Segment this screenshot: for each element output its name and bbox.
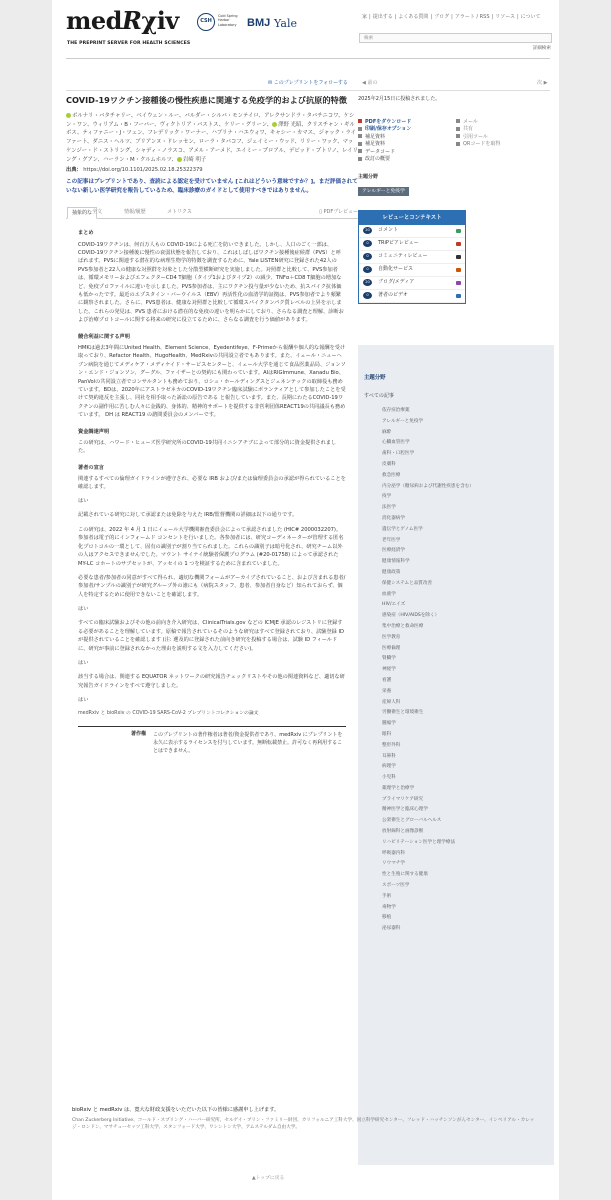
subject-area-link[interactable]: プライマリケア研究	[382, 796, 424, 802]
posted-date: 2025年2月15日に投稿されました。	[358, 96, 441, 102]
top-nav-item[interactable]: リソース	[495, 14, 515, 20]
author-separator: 、	[337, 139, 343, 146]
orcid-icon[interactable]	[177, 157, 182, 162]
subject-area-link[interactable]: 感染症（HIV/AIDSを除く）	[382, 613, 440, 619]
author-name[interactable]: シャディ・ノラスコ	[135, 148, 183, 155]
review-row[interactable]	[359, 264, 465, 277]
search-input[interactable]: 検索	[359, 33, 552, 43]
author-separator: 、	[87, 121, 93, 128]
declaration-equator: 該当する場合は、関連する EQUATOR ネットワークの研究報告チェックリストやその他の関連資料など、適切な研究報告ガイドラインをすべて遵守しました。	[78, 674, 345, 689]
subject-area-link[interactable]: リウマチ学	[382, 861, 405, 867]
sidebar-action-label: QRコードを取得	[463, 141, 501, 148]
author-name[interactable]: エイミー・プロアル	[235, 148, 284, 155]
subject-area-link[interactable]: 病理学	[382, 764, 396, 770]
copyright-label: 著作権	[130, 731, 146, 738]
author-separator: 、	[182, 148, 189, 155]
article-tabs	[66, 208, 358, 219]
subject-area-link[interactable]: 歯科・口腔医学	[382, 451, 415, 457]
subject-area-link[interactable]: 救急医療	[382, 472, 401, 478]
document-icon	[358, 157, 362, 161]
nav-separator: |	[451, 14, 453, 20]
subject-area-link[interactable]: 集中治療と救命医療	[382, 623, 424, 629]
review-label: コミュニティレビュー	[378, 253, 428, 260]
print-icon	[358, 127, 362, 131]
article-title: COVID-19ワクチン接種後の慢性疾患に関連する免疫学的および抗原的特徴	[66, 95, 347, 105]
subject-area-link[interactable]: 放射線科と画像診断	[382, 829, 424, 835]
subject-area-link[interactable]: 労働衛生と環境衛生	[382, 710, 424, 716]
divider	[66, 58, 550, 59]
sidebar-action-label: PDFをダウンロード	[365, 118, 412, 125]
csh-logo-text: Cold Spring Harbor Laboratory	[218, 14, 238, 27]
prev-link[interactable]	[362, 80, 377, 88]
review-type-icon	[456, 229, 461, 233]
subject-area-link[interactable]: 薬理学と治療学	[382, 785, 415, 791]
subject-area-link[interactable]: 手術	[382, 893, 392, 899]
collection-note	[78, 710, 346, 717]
orcid-icon[interactable]	[66, 113, 71, 118]
divider	[78, 726, 346, 727]
review-label: 自動化サービス	[378, 266, 414, 273]
subject-area-link[interactable]: 皮膚科	[382, 461, 396, 467]
review-row[interactable]	[359, 277, 465, 290]
author-separator: 、	[218, 121, 225, 128]
nav-separator: |	[369, 14, 371, 20]
tab-2[interactable]: 情報/履歴	[124, 209, 146, 216]
subject-areas-title: 主題分野	[364, 375, 386, 381]
author-name[interactable]: ティファニー・J・ツェン	[82, 130, 143, 137]
author-name[interactable]: ダニス・ヘルツ	[92, 139, 130, 146]
subject-area-link[interactable]: 健康情報科学	[382, 559, 410, 565]
doi-link[interactable]: https://doi.org/10.1101/2025.02.18.25322379	[83, 167, 203, 174]
sidebar-action-label: 引用ツール	[463, 133, 488, 140]
subject-area-link[interactable]: 整形外科	[382, 742, 401, 748]
author-name[interactable]: マッケンジー・ド・ストリング	[66, 139, 354, 155]
review-context-box	[358, 210, 466, 304]
author-separator: 、	[129, 148, 136, 155]
nav-separator: |	[491, 14, 494, 20]
subject-area-link[interactable]: 栄養	[382, 688, 392, 694]
top-nav-item[interactable]: ブログ	[434, 14, 450, 20]
declarations-heading: 著者の宣言	[78, 464, 104, 471]
subject-area-link[interactable]: 泌尿器科	[382, 926, 401, 932]
email-icon	[456, 119, 460, 123]
author-list	[66, 112, 358, 165]
logo-tagline: THE PREPRINT SERVER FOR HEALTH SCIENCES	[67, 41, 191, 46]
subject-area-link[interactable]: 医療倫理	[382, 645, 401, 651]
review-type-icon	[456, 294, 461, 298]
sidebar-action-label: 補足資料	[365, 133, 386, 140]
author-name[interactable]: ベイウェン・ルー	[136, 112, 180, 119]
author-separator: 、	[266, 121, 273, 128]
funders-block	[72, 1106, 542, 1132]
review-context-title: レビューとコンテキスト	[359, 211, 465, 225]
sidebar-action-label: データコード	[365, 148, 396, 155]
copyright-block	[78, 731, 346, 755]
follow-label: このプレプリントをフォローする	[273, 80, 348, 86]
document-icon: ▯	[319, 209, 322, 216]
subject-area-link[interactable]: 神経学	[382, 667, 396, 673]
author-name[interactable]: クリスチャン・ギルボス	[66, 121, 355, 137]
author-name[interactable]: バルダー・シルバ・モンテイロ	[184, 112, 259, 119]
tab-3[interactable]: メトリクス	[167, 209, 192, 216]
qr-icon	[456, 142, 460, 146]
author-separator: 、	[193, 139, 199, 146]
pdf-preview-link[interactable]	[319, 209, 358, 217]
review-label: コメント	[378, 227, 399, 234]
review-type-icon	[456, 281, 461, 285]
review-label: TRiPビアレビュー	[378, 240, 419, 247]
top-nav-item[interactable]: よくある質問	[398, 14, 429, 20]
envelope-icon: ✉	[268, 80, 273, 86]
summary-heading: まとめ	[78, 230, 94, 237]
subject-area-list	[382, 407, 474, 936]
collection-suffix: コレクションの論文	[215, 711, 259, 716]
author-separator: 、	[264, 130, 270, 137]
subject-area-link[interactable]: 消化器病学	[382, 515, 405, 521]
author-name[interactable]: ジャック・ライファート	[66, 130, 357, 146]
review-count-badge: 0	[363, 266, 372, 273]
abstract-content	[66, 219, 358, 755]
subject-area-link[interactable]: リハビリテーション医学と理学療法	[382, 839, 456, 845]
author-separator: 、	[86, 139, 93, 146]
subject-area-link[interactable]: 移植	[382, 915, 392, 921]
tab-1[interactable]: 全文	[92, 209, 103, 216]
review-row[interactable]	[359, 290, 465, 303]
bmj-logo[interactable]: BMJ	[247, 17, 271, 29]
subject-area-link[interactable]: 内分泌学（糖尿病および代謝性疾患を含む）	[382, 483, 474, 489]
review-count-badge: 20	[363, 227, 372, 234]
author-separator: 、	[206, 130, 212, 137]
yale-logo[interactable]: Yale	[274, 17, 297, 30]
sidebar-action-label: 改訂の概要	[365, 156, 391, 163]
collection-link[interactable]: medRxiv と bioRxiv の COVID-19 SARS-CoV-2 プレプリント	[78, 711, 216, 716]
sidebar-action-label: メール	[463, 118, 478, 125]
prev-label: 前の	[367, 80, 378, 86]
subject-area-link[interactable]: 医学教育	[382, 634, 401, 640]
copyright-text: このプレプリントの著作権者は著者/資金提供者であり、medRxiv にプレプリントを永久に表示するライセンスを付与しています。無断転載禁止。許可なく再利用することはできません。	[153, 732, 343, 755]
sidebar-action[interactable]	[358, 141, 456, 149]
subject-area-link[interactable]: 呼吸器内科	[382, 850, 405, 856]
author-separator: 、	[171, 157, 177, 164]
review-type-icon	[456, 255, 461, 259]
doi-label: 出典：	[66, 167, 82, 174]
author-name[interactable]: ウィリアム・B・フーバー	[92, 121, 155, 128]
document-icon	[358, 149, 362, 153]
author-separator: 、	[294, 139, 300, 146]
actions-left	[358, 119, 456, 164]
subject-area-link[interactable]: 小児科	[382, 775, 396, 781]
chevron-left-icon: ◀	[362, 80, 366, 86]
article-main	[66, 95, 358, 755]
review-row[interactable]	[359, 251, 465, 264]
author-separator: 、	[130, 112, 137, 119]
author-name[interactable]: 岩崎 明子	[183, 157, 207, 164]
orcid-icon[interactable]	[272, 122, 277, 127]
sidebar-action-label: 共有	[463, 126, 474, 133]
author-separator: 、	[97, 157, 103, 164]
review-type-icon	[456, 242, 461, 246]
subject-area-link[interactable]: 産婦人科	[382, 699, 401, 705]
author-name[interactable]: ヴィクトリア・バストス	[159, 121, 219, 128]
csh-logo[interactable]: CSH	[197, 13, 215, 31]
page	[52, 0, 559, 1200]
funders-list: Chan Zuckerberg Initiative、コールド・スプリング・ハーバー研究所、セルゲイ・ブリン・ファミリー財団、カリフォルニア工科大学、国立科学研究センター、フレッド・ハッチンソンがんセンター、インペリアル・カレッジ・ロンドン、マサチューセッツ工科大学、スタンフォード大学、ワシントン大学、アムステルダム自由大学。	[72, 1118, 535, 1131]
review-type-icon	[456, 268, 461, 272]
coi-text: HMKは過去3年間にUnited Health、Element Science、Eyedentifeye、F-Primeから報酬や個人的な報酬を受け取っており、Refactor Health、HugoHealth、MedRxivの共同設立者でもあります。また、イェール・ニューヘブン病院を通じてメディケア・メディケイド・サービスセンターと、イェール大学を通じて食品医薬品局、ジョンソン・エンド・ジョンソン、グーグル、ファイザーとの契約にも関わっています。AIはRIGImmune、Xanadu Bio、PanVolの共同設立者でコンサルタントも務めており、ロシュ・ホールディングスとジェネンテックの取締役も務めています。BDは、2020年にアストラゼネカのCOVID-19ワクチン臨床試験にボランティアとして参加したことを受けて契約違反を主張し、同社を相手取った訴訟の原告である と報告しています。また、長期にわたるCOVID-19ワクチンの副作用に苦しむ人々に金銭的、身体的、精神的サポートを提供する非営利団体REACT19の共同議長も務めています。 DH は REACT19 の諮問委員会のメンバーです。	[78, 344, 346, 419]
subject-areas-panel	[358, 345, 554, 1165]
subject-area-link[interactable]: 老年医学	[382, 537, 401, 543]
subject-area-link[interactable]: 性と生殖に関する健康	[382, 872, 428, 878]
author-name[interactable]: ジェイミー・ウッド	[246, 139, 295, 146]
author-separator: 、	[76, 130, 83, 137]
declaration-irb: 記載されている研究に対して承認または免除を与えた IRB/監督機関の詳細は以下の通りです。	[78, 512, 298, 519]
sidebar-action[interactable]	[456, 141, 554, 149]
author-separator: 、	[129, 139, 136, 146]
author-separator: 、	[258, 112, 264, 119]
author-separator: 、	[142, 130, 148, 137]
author-separator: 、	[313, 130, 319, 137]
nav-separator: |	[394, 14, 397, 20]
sidebar-action-label: 補足資料	[365, 141, 386, 148]
sidebar-action[interactable]	[358, 156, 456, 164]
sidebar-action[interactable]	[358, 126, 456, 134]
author-name[interactable]: キャシー・カマス	[269, 130, 314, 137]
follow-preprint-link[interactable]	[268, 80, 348, 88]
sidebar-action[interactable]	[456, 126, 554, 134]
author-separator: 、	[179, 112, 185, 119]
author-name[interactable]: ケシン・ワン	[66, 112, 355, 128]
divider	[66, 90, 550, 91]
review-row[interactable]	[359, 238, 465, 251]
author-name[interactable]: ケリー・グリーン	[224, 121, 267, 128]
article-actions	[358, 119, 554, 164]
top-nav	[362, 14, 543, 22]
declaration-irb-details: この研究は、2022 年 4 月 1 日にイェール大学機関審査委員会によって承認されました (HIC# 2000032207)。参加者は電子的にインフォームド コンセントを行いました。各参加者には、研究コーディネーターが管理する匿名化プロトコルの一環として、固有の識別子が割り当てられました。これらの識別子は暗号化され、研究チーム以外の人はアクセスできませんでした。マウント サイナイ統験者保護プログラム (#20-01758) によって承認された MY-LC コホートのサブセットが、アッセイの 1 つを検証するために含まれていました。	[78, 526, 344, 567]
subject-area-link[interactable]: 毒物学	[382, 904, 396, 910]
tab-0[interactable]: 抽象的な	[67, 207, 97, 219]
coi-heading: 競合利益に関する声明	[78, 333, 130, 340]
review-count-badge: 0	[363, 240, 372, 247]
subject-area-link[interactable]: 耳鼻科	[382, 753, 396, 759]
author-name[interactable]: アメル・アーメド	[188, 148, 231, 155]
subject-area-link[interactable]: 保健システムと品質改善	[382, 580, 433, 586]
subject-area-link[interactable]: 精神医学と臨床心理学	[382, 807, 428, 813]
nav-separator: |	[516, 14, 519, 20]
author-separator: 、	[283, 148, 289, 155]
subject-area-badge[interactable]: アレルギーと免疫学	[358, 187, 409, 196]
review-row[interactable]	[359, 225, 465, 238]
declaration-consent: 必要な患者/参加者の同意がすべて得られ、適切な機関フォームがアーカイブされていること、および含まれる患者/参加者/サンプルの識別子が研究グループ外の誰にも（病院スタッフ、患者、参加者自身など）知られておらず、個人を特定するために使用できないことを確認します。	[78, 575, 346, 598]
document-icon	[358, 142, 362, 146]
author-name[interactable]: レイリング・グアン	[66, 148, 358, 164]
subject-area-link[interactable]: 依存症治療薬	[382, 408, 410, 413]
subject-area-label: 主題分野	[358, 173, 379, 180]
author-name[interactable]: デビッド・プトリノ	[288, 148, 337, 155]
share-icon	[456, 127, 460, 131]
author-separator: 、	[301, 121, 307, 128]
declaration-registration: すべての臨床試験およびその他の前向き介入研究は、ClinicalTrials.gov などの ICMJE 承認のレジストリに登録する必要があることを理解しています。原稿で報告されているそのような研究はすべて登録されており、試験登録 ID が提供されていることを確認します (注: 遡及的に登録された前向き研究を投稿する場合は、試験 ID フィールドに、研究が事前に登録されなかった理由を説明する文を入力してください)。	[78, 620, 345, 652]
subject-area-link[interactable]: 法医学	[382, 505, 396, 511]
right-sidebar	[358, 95, 554, 932]
subject-area-link[interactable]: 眼科	[382, 731, 392, 737]
subject-area-link[interactable]: 腎臓学	[382, 656, 396, 662]
actions-right	[456, 119, 554, 164]
review-label: 著者のビデオ	[378, 292, 408, 299]
author-separator: 、	[338, 112, 344, 119]
chevron-right-icon: ▶	[543, 80, 548, 86]
author-separator: 、	[154, 121, 160, 128]
funders-title: bioRxiv と medRxiv は、寛大な財政支援をいただいた以下の皆様に感謝申し上げます。	[72, 1107, 280, 1113]
subject-area-link[interactable]: 麻酔	[382, 429, 392, 435]
summary-text: COVID-19ワクチンは、何百万人もの COVID-19による死亡を防いできました。しかし、人口のごく一部は、COVID-19ワクチン接種後に慢性の衰弱状態を報告しており、これはしばしばワクチン接種後症候群（PVS）と呼ばれます。PVSに関連する潜在的な病理生物学的特徴を調査するために、Yale LISTEN研究に登録された42人のPVS参加者と22人の健康な対照群を対象とした分散型横断研究を実施しました。対照群と比較して、PVS参加者は、循環メモリーおよびエフェクターCD4 T細胞（タイプ1およびタイプ2）の減少、TNFα＋CD8 T細胞の増加など、免疫プロファイルに違いを示しました。PVS参加者は、主にワクチン投与量が少ないため、抗スパイク抗体価も低かったです。最近のエプスタイン・バーウイルス（EBV）再活性化の血清学的証拠は、PVS参加者でより頻繁に観察されました。さらに、PVS患者は、健康な対照群と比較して循環スパイクタンパク質レベルの上昇を示しました。これらの発見は、PVS 患者における潜在的な免疫の違いを明らかにしており、さらなる調査と理解、診断および治療プロトコールに関する将来の研究に役立てるために、さらなる調査を行う価値があります。	[78, 241, 344, 324]
author-name[interactable]: 澤野 光昭	[278, 121, 302, 128]
top-nav-item[interactable]: アラート / RSS	[454, 14, 490, 20]
declaration-answer: はい	[78, 696, 89, 703]
pdf-icon	[358, 119, 362, 123]
quote-icon	[456, 134, 460, 138]
subject-area-link[interactable]: HIV/エイズ	[382, 602, 406, 608]
author-name[interactable]: ハーラン・M・クルムホルツ	[103, 157, 172, 164]
advanced-search-link[interactable]: 詳細検索	[532, 46, 551, 51]
review-count-badge: 0	[363, 292, 372, 299]
document-icon	[358, 134, 362, 138]
all-articles-link[interactable]: すべての記事	[364, 393, 394, 399]
subject-area-link[interactable]: 心臓血管医学	[382, 440, 410, 446]
subject-area-link[interactable]: 健康政策	[382, 569, 401, 575]
subject-area-link[interactable]: 公衆衛生とグローバルヘルス	[382, 818, 442, 824]
sidebar-action-label: 印刷/保存オプション	[365, 126, 412, 133]
subject-area-link[interactable]: 血液学	[382, 591, 396, 597]
declaration-answer: はい	[78, 606, 89, 613]
author-name[interactable]: リリー・ワック	[300, 139, 338, 146]
top-nav-item[interactable]: 提出する	[372, 14, 393, 20]
author-name[interactable]: ブリアンヌ・ドレッセン	[135, 139, 194, 146]
author-separator: 、	[241, 139, 247, 146]
author-separator: 、	[336, 148, 343, 155]
review-count-badge: 0	[363, 253, 372, 260]
author-name[interactable]: ローラ・タバコフ	[198, 139, 242, 146]
subject-area-link[interactable]: スポーツ医学	[382, 883, 410, 889]
medrxiv-logo[interactable]: medRχiv	[66, 6, 179, 35]
next-label: 次	[537, 80, 543, 86]
nav-separator: |	[430, 14, 433, 20]
funding-text: この研究は、ハワード・ヒューズ医学研究所のCOVID-19共同イニシアチブによって部分的に資金提供されました。	[78, 439, 337, 455]
review-count-badge: 20	[363, 279, 372, 286]
subject-area-link[interactable]: 疫学	[382, 494, 392, 500]
declaration-answer: はい	[78, 498, 89, 505]
author-name[interactable]: ハブリナ・ハエウォワ	[211, 130, 265, 137]
preprint-warning: この記事はプレプリントであり、査読による認定を受けていません [これはどういう意味ですか？]。まだ評価されていない新しい医学研究を報告しているため、臨床診療のガイドとして使用すべきではありません。	[66, 179, 358, 194]
site-header	[52, 0, 559, 78]
author-name[interactable]: フレデリック・ワーナー	[147, 130, 207, 137]
top-nav-item[interactable]: 家	[362, 14, 368, 20]
back-to-top-link[interactable]: ▲トップに戻る	[252, 1176, 285, 1181]
funding-heading: 資金調達声明	[78, 428, 110, 435]
review-label: ブログ/メディア	[378, 279, 415, 286]
subject-area-link[interactable]: 腫瘍学	[382, 721, 396, 727]
author-name[interactable]: ボルナリ・バタチャリー	[72, 112, 131, 119]
subject-area-link[interactable]: アレルギーと免疫学	[382, 418, 424, 424]
subject-area-link[interactable]: 遺伝学とゲノム医学	[382, 526, 423, 532]
author-separator: 、	[230, 148, 236, 155]
next-link[interactable]	[537, 80, 547, 88]
top-nav-item[interactable]: について	[520, 14, 541, 20]
declaration-answer: はい	[78, 660, 89, 667]
author-name[interactable]: アレクサンドラ・タバチニコワ	[264, 112, 339, 119]
pdf-preview-label: PDFプレビュー	[323, 209, 358, 216]
subject-area-link[interactable]: 医療経済学	[382, 548, 405, 554]
subject-area-link[interactable]: 看護	[382, 677, 392, 683]
declaration-ethics: 関連するすべての倫理ガイドラインが遵守され、必要な IRB および/または倫理委員会の承認が得られていることを確認します。	[78, 475, 346, 490]
doi-line	[66, 166, 358, 174]
